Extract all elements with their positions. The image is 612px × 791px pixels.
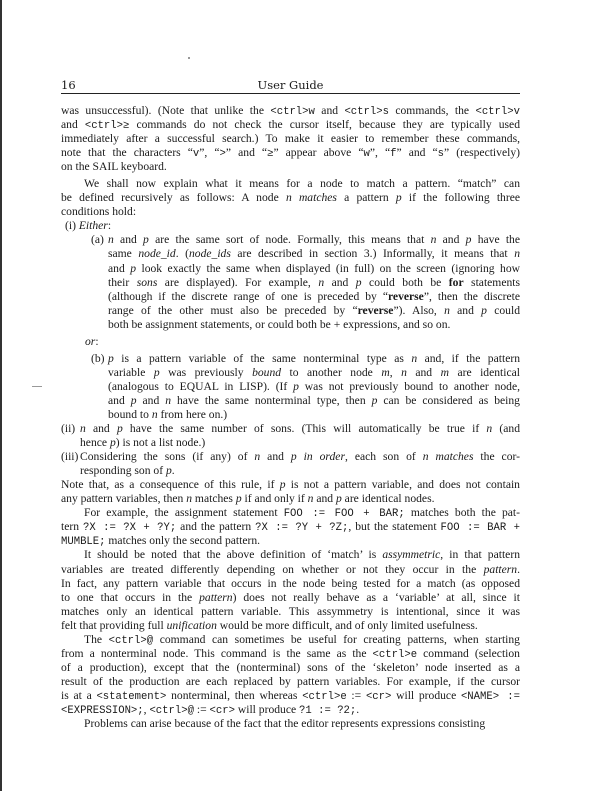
text-span: n [514,247,520,261]
text-span: pattern [199,590,233,604]
text-span: are identical nodes. [341,492,435,506]
text-span: n [486,422,493,436]
text-span: reverse [387,289,424,303]
text-span: bound to [108,407,152,421]
text-line [61,262,520,276]
text-span: m [440,365,449,379]
text-line [61,205,520,219]
text-line [61,450,520,464]
text-span: responding son of [80,464,166,478]
text-span: would be more difficult, and of only limited usefulness. [216,618,478,632]
text-span: are identical [448,365,521,379]
text-span: tern [61,520,83,534]
text-span: assymmetric [382,548,441,562]
text-span: and [314,104,345,117]
text-line [61,132,520,146]
text-span: from here on.) [157,407,228,421]
text-span: commands do not check the cursor itself, because they are typically used [129,118,520,132]
text-span: and [324,275,356,289]
text-span: p [108,351,114,365]
text-line [61,408,520,422]
text-span: from a nonterminal node. This command is the same as the [61,646,373,660]
text-span: p [293,379,299,393]
running-title: User Guide [257,78,324,92]
text-line [61,118,520,132]
code-span: v [192,148,200,161]
text-span: . [171,464,175,478]
text-line [61,703,520,717]
text-line [61,318,520,332]
text-line [61,219,520,233]
text-span: Either [78,219,108,233]
text-span: command (selection [417,646,520,660]
text-span: It should be noted that the above definition of ‘match’ is [84,548,383,562]
text-span: ” appear above “ [273,146,364,160]
text-span: can be considered as being [377,393,520,407]
text-span: bound [252,365,282,379]
text-span: . [356,702,360,716]
text-span: n [401,365,407,379]
text-span: n [254,450,261,464]
text-span: and the pattern [176,520,256,534]
text-span: matches only the second pattern. [105,534,261,548]
text-span: , [389,365,402,379]
code-span: f [390,148,397,161]
text-span: n [411,351,418,365]
text-line [61,146,520,160]
text-line [61,633,520,647]
text-span: and, if the pattern [417,351,520,365]
text-span: n [444,303,450,317]
text-line [61,506,520,520]
text-span: , [143,702,150,716]
text-span: and [136,393,166,407]
text-span: conditions hold: [61,205,137,219]
text-span: was unsuccessful). (Note that unlike the [61,104,271,117]
code-span: ?X := ?Y + ?Z; [255,522,349,535]
text-span: of a production), except that the (nonterminal) sons of the ‘skeleton’ node inserted as a [61,660,520,674]
text-span: ”). Also, [393,303,445,317]
text-span: matches [192,492,236,506]
code-span: <NAME> := [460,690,521,703]
text-span: p [235,492,242,506]
text-span: the cor- [473,450,520,464]
text-span: , but the statement [348,520,441,534]
code-span: <ctrl>w [270,106,315,118]
text-line [61,366,520,380]
text-line [61,675,520,689]
text-line [61,276,520,290]
text-span: unification [166,618,217,632]
text-line [61,619,520,633]
text-span: a pattern [336,191,396,205]
text-span: is at a [61,688,97,702]
text-span: variable [108,365,154,379]
text-span: n [165,393,172,407]
text-span: n [430,233,437,247]
text-span: Note that, as a consequence of this rule, if [61,478,280,492]
text-line [61,422,520,436]
text-span: := [193,702,210,716]
text-span: commands, the [388,104,476,117]
text-line [61,247,520,261]
scan-speck [188,57,190,59]
text-span: . ( [175,247,189,261]
code-span: ?X := ?X + ?Y; [82,522,177,535]
text-span: sons [136,275,158,289]
code-span: <ctrl>e [302,690,347,703]
text-span: immediately after a successful search.) To make it easier to remember these commands, [61,132,520,146]
running-header [61,78,520,94]
text-span: The [84,632,109,646]
text-span: (i) [65,219,79,233]
text-span: have the same nonterminal type, then [171,393,372,407]
text-span: is not a pattern variable, and does not contain [285,478,520,492]
text-span: pattern [483,562,518,576]
text-line [61,591,520,605]
text-span: and [61,118,85,132]
text-span: , each son of [344,450,423,464]
text-span: note that the characters “ [61,146,193,160]
text-line [61,563,520,577]
text-span: n [108,233,114,247]
text-span: (analogous to EQUAL in LISP). (If [108,379,294,393]
list-label: (a) [91,233,104,247]
text-span: p [130,261,137,275]
text-span: p [143,233,149,247]
text-span: will produce [234,702,300,716]
text-span: Problems can arise because of the fact that the editor represents expressions consisting [84,717,486,731]
text-span: p [165,464,172,478]
text-span: are the same sort of node. Formally, this means that [148,233,431,247]
text-span: n [318,275,325,289]
text-line [61,647,520,661]
code-span: s [437,148,445,161]
text-line [61,191,520,205]
text-span: and [113,233,144,247]
text-span: , in that pattern [440,548,520,562]
list-label: (ii) [61,422,76,436]
text-span: ”, “ [199,146,220,160]
text-line [61,464,520,478]
text-span: p [371,393,378,407]
text-span: p [335,492,342,506]
text-span: and [85,422,117,436]
text-span: ) is not a list node.) [115,436,206,450]
text-span: their [108,275,137,289]
text-span: p [481,303,487,317]
text-span: : [95,334,99,348]
text-line [61,380,520,394]
text-span: In fact, any pattern variable that occurs in the node being tested for a match (as opposed [61,576,520,590]
code-span: MUMBLE; [61,536,106,549]
text-span: ” and “ [396,146,438,160]
code-span: ≥ [267,148,274,161]
text-span: ”, “ [369,146,391,160]
page-number: 16 [61,78,76,92]
text-span: was previously [159,365,253,379]
text-line [61,534,520,548]
text-span: to one that occurs in the [61,590,200,604]
code-span: FOO := BAR + [440,522,520,535]
text-span: for [448,275,464,289]
text-span: command can sometimes be useful for creating patterns, when starting [153,632,520,646]
text-span: p [395,191,402,205]
scan-page-edge [0,0,2,791]
text-span: p [465,233,472,247]
text-span: both be assignment statements, or could both be + expressions, and so on. [108,317,451,331]
code-span: <cr> [365,690,392,703]
text-line [61,478,520,492]
text-span: have the [471,233,520,247]
text-line [61,160,520,174]
text-span: will produce [391,688,461,702]
text-span: ” and “ [225,146,268,160]
text-span: be defined recursively as follows: A node [61,191,286,205]
text-span: node_id [138,247,176,261]
text-span: (although if the discrete range of one is preceded by “ [108,289,388,303]
text-span: and [406,365,441,379]
text-span: have the same number of sons. (This will automatically be true if [122,422,487,436]
code-span: <ctrl>@ [108,634,154,647]
text-span: nonterminal, then whereas [166,688,303,702]
code-span: ?1 := ?2; [299,704,357,717]
text-span: variables are treated differently depending on whether or not they occur in the [61,562,484,576]
text-span: was not previously bound to another node, [298,379,520,393]
text-span: p [109,436,116,450]
text-line [61,352,520,366]
text-span: result of the production are each replaced by pattern variables. For example, if the cursor [61,674,520,688]
text-span: For example, the assignment statement [84,506,284,520]
list-label: (b) [91,351,105,365]
text-line [61,304,520,318]
text-line [61,661,520,675]
text-span: p [355,275,362,289]
list-label: (iii) [61,450,79,464]
text-span: if and only if [241,492,308,506]
text-span: range of the other must also be preceded by “ [108,303,358,317]
text-span: and [108,393,131,407]
text-span: to another node [281,365,382,379]
text-span: statements [463,275,521,289]
text-span: felt that providing full [61,618,167,632]
text-span: . [517,562,520,576]
text-span: node_ids [188,247,231,261]
text-line [61,605,520,619]
text-line [61,394,520,408]
page-body-text [61,104,520,731]
text-line [61,548,520,562]
text-span: p [116,422,123,436]
text-span: look exactly the same when displayed (in full) on the screen (ignoring how [136,261,521,275]
scan-mark [32,386,42,387]
text-span: and [313,492,336,506]
text-span: n [151,407,158,421]
text-span: n [80,422,86,436]
code-span: <ctrl>@ [149,704,194,717]
text-span: p [153,365,160,379]
text-span: hence [80,436,110,450]
text-span: are described in section 3.) Informally, it means that [230,247,515,261]
code-span: <ctrl>≥ [84,120,130,133]
code-span: <cr> [209,704,235,717]
text-span: could [486,303,521,317]
code-span: > [219,148,226,161]
text-span: or [85,334,96,348]
code-span: FOO := FOO + BAR; [283,508,405,521]
text-span: (and [492,422,520,436]
text-line [61,717,520,731]
text-line [61,577,520,591]
text-span: could both be [361,275,449,289]
text-span: same [108,247,139,261]
code-span: <ctrl>v [475,106,520,118]
text-span: Considering the sons (if any) of [80,450,255,464]
text-line [61,520,520,534]
text-span: ” (respectively) [444,146,520,160]
text-line [61,104,520,118]
text-span: is a pattern variable of the same nonterminal type as [113,351,412,365]
text-span: and [436,233,466,247]
text-span: m [381,365,390,379]
text-span: We shall now explain what it means for a node to match a pattern. “match” can [84,177,520,191]
code-span: w [363,148,370,161]
text-span: n matches [422,450,474,464]
text-span: n matches [285,191,337,205]
text-span: p [130,393,137,407]
text-span: and [260,450,291,464]
text-span: : [107,219,112,233]
text-span: reverse [357,303,394,317]
text-span: matches both the pat- [404,506,520,520]
text-span: p [279,478,286,492]
text-span: ) does not really behave as a ‘variable’ at all, since it [232,590,520,604]
text-line [61,689,520,703]
text-line [61,492,520,506]
text-span: and [108,261,131,275]
text-span: are displayed). For example, [157,275,319,289]
code-span: <ctrl>e [372,648,418,661]
text-span: matches only an identical pattern variable. This assymmetry is intentional, since it was [61,604,520,618]
text-span: on the SAIL keyboard. [61,160,167,174]
text-line [61,177,520,191]
text-line [61,335,520,349]
text-span: p in order [290,450,345,464]
text-line [61,290,520,304]
text-span: n [307,492,314,506]
code-span: <ctrl>s [344,106,389,118]
text-span: if the following three [401,191,521,205]
text-span: any pattern variables, then [61,492,187,506]
text-line [61,436,520,450]
code-span: <statement> [96,690,167,703]
text-span: and [449,303,482,317]
text-span: n [186,492,193,506]
text-line [61,233,520,247]
code-span: <EXPRESSION>; [61,704,144,717]
text-span: := [346,688,366,702]
text-span: ”, then the discrete [423,289,520,303]
